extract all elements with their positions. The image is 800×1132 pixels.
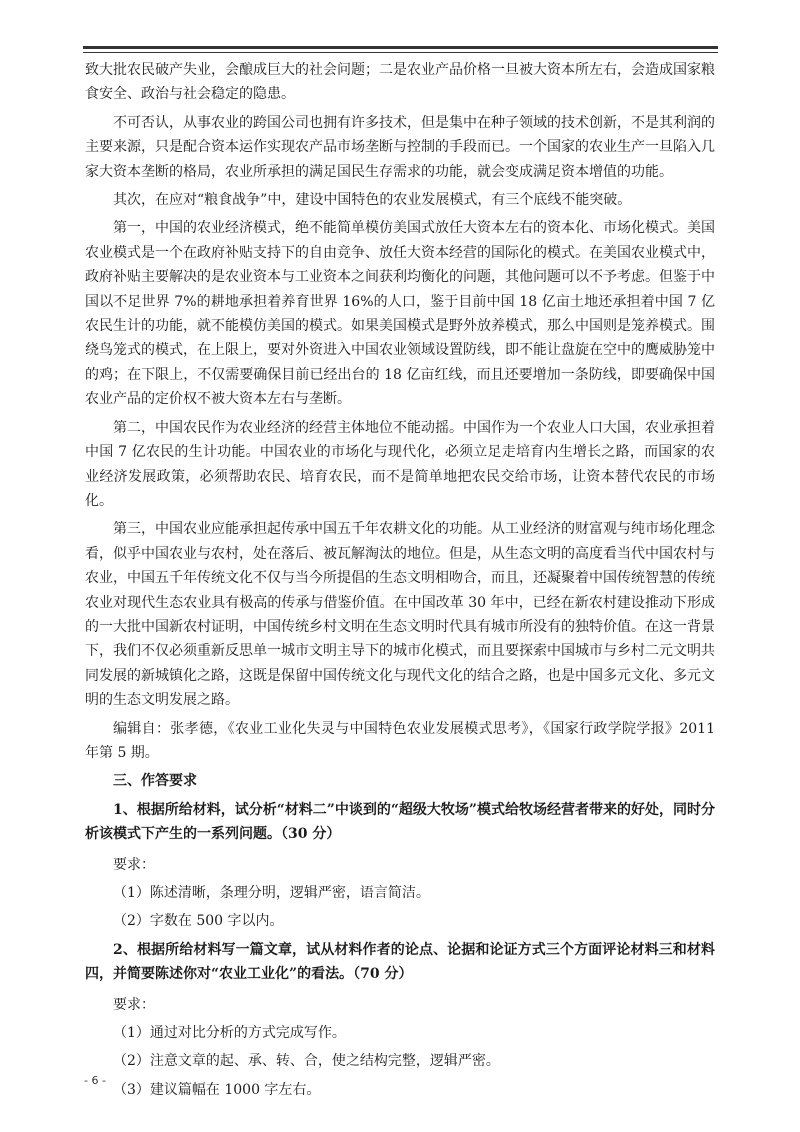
question-2-item-2: （2）注意文章的起、承、转、合，使之结构完整，逻辑严密。 (113, 1053, 500, 1070)
paragraph-2: 不可否认，从事农业的跨国公司也拥有许多技术，但是集中在种子领域的技术创新，不是其利润的主要来源，只是配合资本运作实现农产品市场垄断与控制的手段而已。一个国家的农业生产一旦陷入几家大资本垄断的格局，农业所承担的满足国民生存需求的功能，就会变成满足资本增值的功能。 (85, 114, 715, 180)
source-citation: 编辑自：张孝德，《农业工业化失灵与中国特色农业发展模式思考》，《国家行政学院学报》2011 年第 5 期。 (85, 720, 715, 761)
question-1-title: 1、根据所给材料，试分析“材料二”中谈到的“超级大牧场”模式给牧场经营者带来的好处，同时分析该模式下产生的一系列问题。（30 分） (85, 801, 715, 843)
page-number: - 6 - (84, 1074, 106, 1087)
question-2-item-3: （3）建议篇幅在 1000 字左右。 (113, 1081, 321, 1098)
question-1-requirements-label: 要求： (113, 856, 155, 873)
question-1-item-2: （2）字数在 500 字以内。 (113, 913, 284, 930)
paragraph-5: 第二，中国农民作为农业经济的经营主体地位不能动摇。中国作为一个农业人口大国，农业承担着中国 7 亿农民的生计功能。中国农业的市场化与现代化，必须立足走培育内生增长之路，而国家的农业经济发展政策，必须帮助农民、培育农民，而不是简单地把农民交给市场，让资本替代农民的市场化。 (85, 419, 715, 509)
paragraph-1: 致大批农民破产失业，会酿成巨大的社会问题；二是农业产品价格一旦被大资本所左右，会造成国家粮食安全、政治与社会稳定的隐患。 (85, 62, 715, 103)
question-2-item-1: （1）通过对比分析的方式完成写作。 (113, 1025, 346, 1042)
question-2-title: 2、根据所给材料写一篇文章，试从材料作者的论点、论据和论证方式三个方面评论材料三和材料四，并简要陈述你对“农业工业化”的看法。（70 分） (85, 941, 715, 983)
section-heading: 三、作答要求 (113, 773, 197, 790)
question-2-requirements-label: 要求： (113, 996, 155, 1013)
document-body (85, 58, 715, 1106)
paragraph-3: 其次，在应对“粮食战争”中，建设中国特色的农业发展模式，有三个底线不能突破。 (113, 192, 632, 209)
header-rule-thin (83, 52, 718, 53)
paragraph-4: 第一，中国的农业经济模式，绝不能简单模仿美国式放任大资本左右的资本化、市场化模式。美国农业模式是一个在政府补贴支持下的自由竞争、放任大资本经营的国际化的模式。在美国农业模式中，政府补贴主要解决的是农业资本与工业资本之间获利均衡化的问题，其他问题可以不予考虑。但鉴于中国以不足世界 7%的耕地承担着养育世界 16%的人口，鉴于目前中国 18 亿亩土地还承担着中国 7 亿农民生计的功能，就不能模仿美国的模式。如果美国模式是野外放养模式，那么中国则是笼养模式。围绕鸟笼式的模式，在上限上，要对外资进入中国农业领域设置防线，即不能让盘旋在空中的鹰威胁笼中的鸡；在下限上，不仅需要确保目前已经出台的 18 亿亩红线，而且还要增加一条防线，即要确保中国农业产品的定价权不被大资本左右与垄断。 (85, 220, 715, 408)
header-rule-thick (83, 46, 718, 49)
question-1-item-1: （1）陈述清晰，条理分明，逻辑严密，语言简洁。 (113, 885, 430, 901)
paragraph-6: 第三，中国农业应能承担起传承中国五千年农耕文化的功能。从工业经济的财富观与纯市场化理念看，似乎中国农业与农村，处在落后、被瓦解淘汰的地位。但是，从生态文明的高度看当代中国农村与农业，中国五千年传统文化不仅与当今所提倡的生态文明相吻合，而且，还凝聚着中国传统智慧的传统农业对现代生态农业具有极高的传承与借鉴价值。在中国改革 30 年中，已经在新农村建设推动下形成的一大批中国新农村证明，中国传统乡村文明在生态文明时代具有城市所没有的独特价值。在这一背景下，我们不仅必须重新反思单一城市文明主导下的城市化模式，而且要探索中国城市与乡村二元文明共同发展的新城镇化之路，这既是保留中国传统文化与现代文化的结合之路，也是中国多元文化、多元文明的生态文明发展之路。 (85, 521, 715, 709)
